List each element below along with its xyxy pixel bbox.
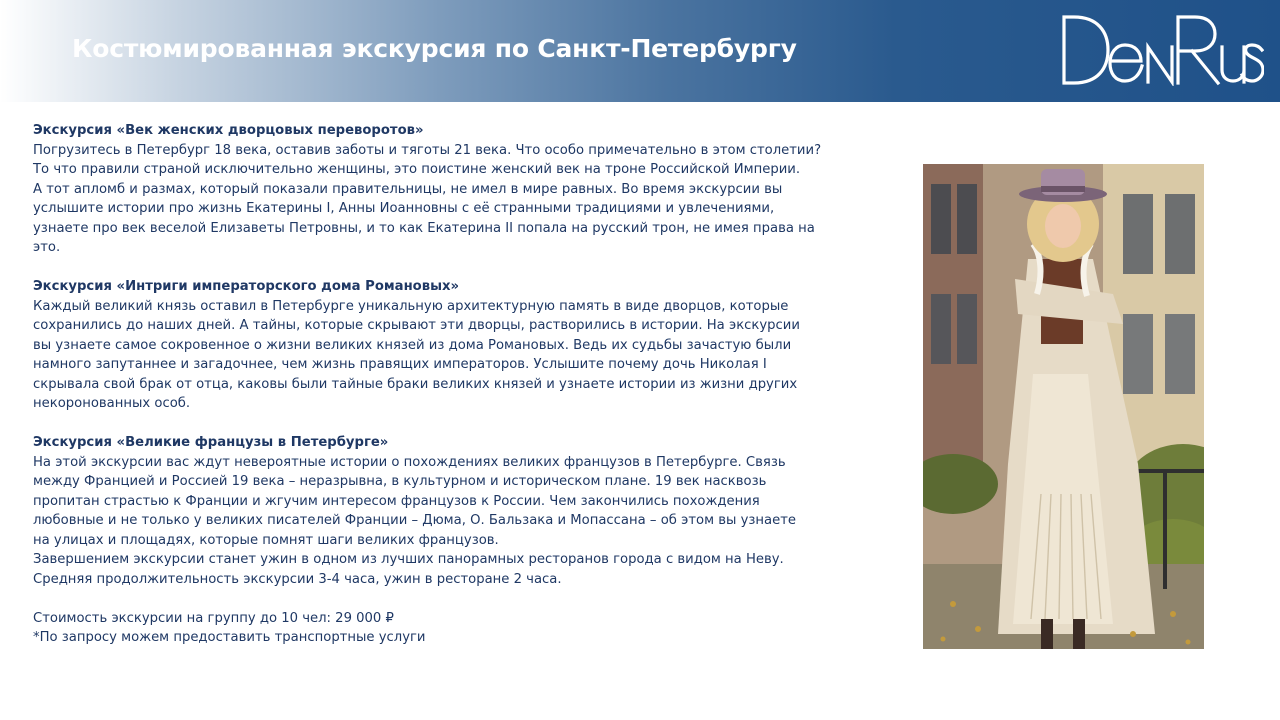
tour-description: Погрузитесь в Петербург 18 века, оставив заботы и тяготы 21 века. Что особо примечательно в этом столетии? То что правили страной исключительно женщины, это поистине женский век на троне Российской Империи. А тот апломб и размах, который показали правительницы, не имел в мире равных. Во время экскурсии вы услышите истории про жизнь Екатерины I, Анны Иоанновны с её странными традициями и увлечениями, узнаете про век веселой Елизаветы Петровны, и то как Екатерина II попала на русский трон, не имея права на это. — [33, 142, 822, 255]
denrus-logo — [1058, 14, 1264, 86]
tour-block-2 — [33, 277, 823, 414]
photo-illustration — [923, 164, 1204, 649]
tour-title: Экскурсия «Интриги императорского дома Романовых» — [33, 279, 460, 294]
pricing-block — [33, 609, 823, 648]
tour-title: Экскурсия «Великие французы в Петербурге» — [33, 435, 389, 450]
price-text: Стоимость экскурсии на группу до 10 чел: 29 000 ₽ — [33, 610, 394, 626]
tour-descriptions — [33, 121, 823, 667]
tour-title: Экскурсия «Век женских дворцовых переворотов» — [33, 123, 424, 138]
tour-description: На этой экскурсии вас ждут невероятные истории о похождениях великих французов в Петербурге. Связь между Францией и Россией 19 века – неразрывна, в культурном и историческом плане. 19 век насквозь пропитан страстью к Франции и жгучим интересом французов к России. Чем закончились похождения любовные и не только у великих писателей Франции – Дюма, О. Бальзака и Мопассана – об этом вы узнаете на улицах и площадях, которые помнят шаги великих французов. Завершением экскурсии станет ужин в одном из лучших панорамных ресторанов города с видом на Неву. Средняя продолжительность экскурсии 3-4 часа, ужин в ресторане 2 часа. — [33, 454, 797, 587]
tour-description: Каждый великий князь оставил в Петербурге уникальную архитектурную память в виде дворцов, которые сохранились до наших дней. А тайны, которые скрывают эти дворцы, растворились в истории. На экскурсии вы узнаете самое сокровенное о жизни великих князей из дома Романовых. Ведь их судьбы зачастую были намного запутаннее и загадочнее, чем жизнь правящих императоров. Услышите почему дочь Николая I скрывала свой брак от отца, каковы были тайные браки великих князей и узнаете истории из жизни других некоронованных особ. — [33, 298, 800, 411]
transport-note: *По запросу можем предоставить транспортные услуги — [33, 630, 426, 645]
tour-block-1 — [33, 121, 823, 258]
page-title: Костюмированная экскурсия по Санкт-Петербургу — [72, 34, 797, 63]
tour-block-3 — [33, 433, 823, 589]
guide-costume-photo — [923, 164, 1204, 649]
header-banner — [0, 0, 1280, 102]
